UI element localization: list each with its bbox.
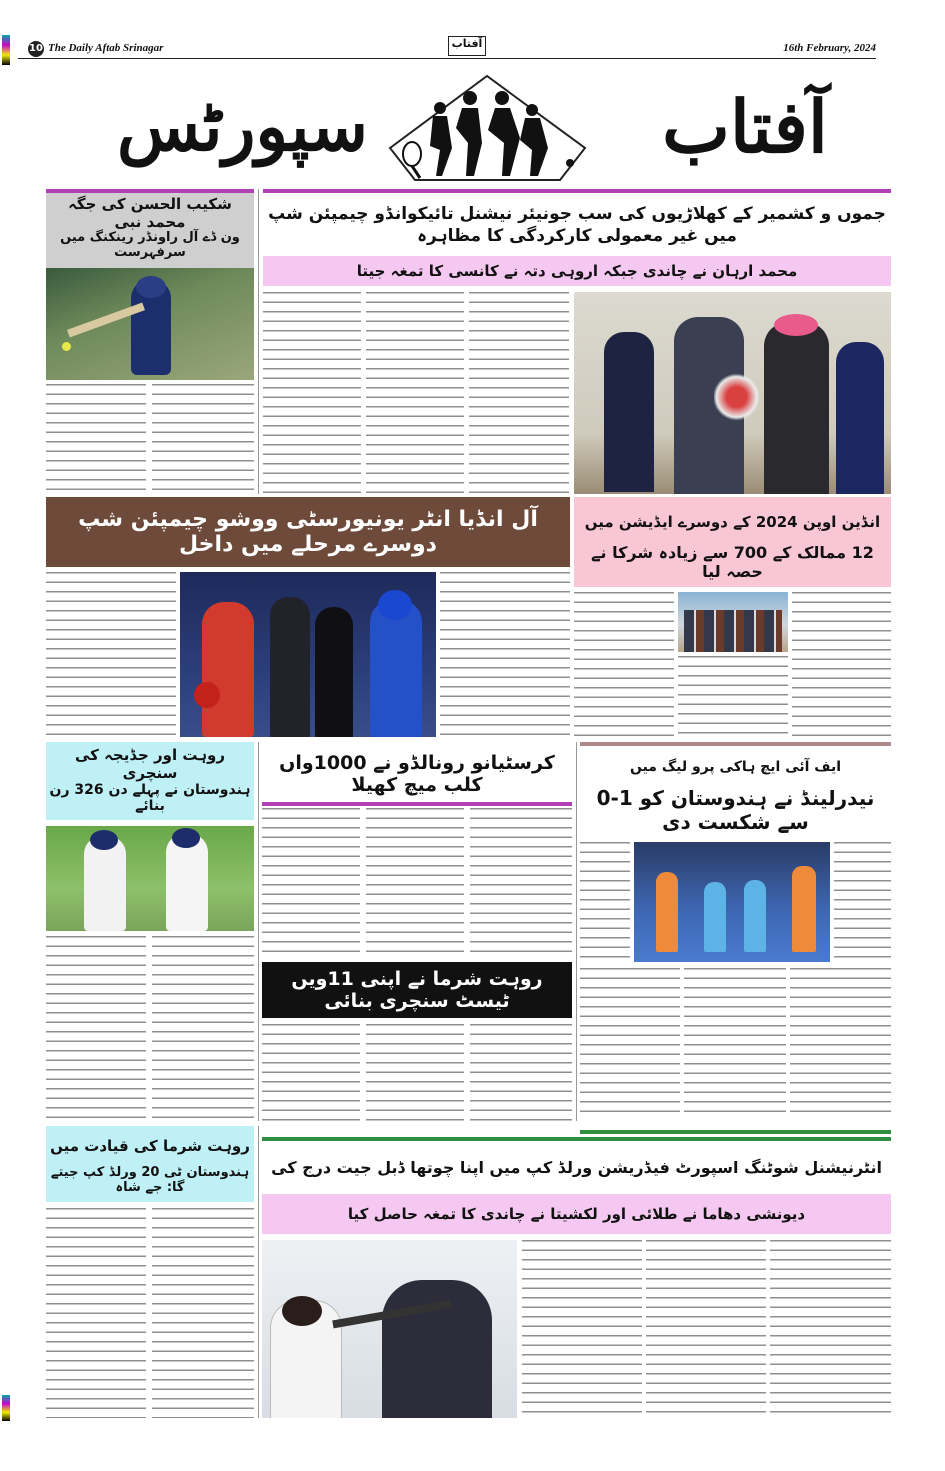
group-people [684, 610, 782, 652]
paper-name: The Daily Aftab Srinagar [48, 42, 164, 54]
shakib-headline-2: ون ڈے آل راونڈر رینکنگ میں سرفہرست [60, 230, 240, 260]
hockey-top-rule [580, 742, 891, 746]
page-header [18, 37, 876, 59]
indian-open-group-photo [678, 592, 788, 652]
shooting-headline-1: انٹرنیشنل شوٹنگ اسپورٹ فیڈریشن ورلڈ کپ میں اپنا چوتھا ڈبل جیت درج کی [271, 1157, 882, 1177]
shooting-headline-2: دیونشی دھاما نے طلائی اور لکشیتا نے چاندی کا تمغہ حاصل کیا [262, 1194, 891, 1234]
indian-open-col-2 [678, 656, 788, 737]
masthead-right-title: آفتاب [662, 84, 828, 169]
shooter-man [382, 1280, 492, 1418]
ronaldo-headline: کرسٹیانو رونالڈو نے 1000واں کلب میچ کھیلا [262, 746, 572, 806]
taekwondo-top-rule [263, 189, 891, 193]
player-orange-2 [792, 866, 816, 952]
top-logo: آفتاب [448, 36, 486, 56]
rohit-jadeja-headline-1: روہت اور جڈیجہ کی سنچری [75, 746, 225, 782]
official-1 [270, 597, 310, 737]
batsman-helmet [136, 276, 166, 298]
row3-divider-1 [258, 742, 259, 1121]
indian-open-headline-2: 12 ممالک کے 700 سے زیادہ شرکا نے حصہ لیا [591, 543, 874, 581]
rohit-century-headline: روہت شرما نے اپنی 11ویں ٹیسٹ سنچری بنائی [262, 962, 572, 1018]
t20-headline-box [46, 1126, 254, 1202]
indian-open-headline-1: انڈین اوپن 2024 کے دوسرے ایڈیشن میں [584, 513, 881, 531]
wushu-col-mid [440, 572, 570, 737]
rohit-jadeja-col-2 [152, 936, 254, 1121]
shakib-headline-1: شکیب الحسن کی جگہ محمد نبی [68, 195, 232, 231]
bouquet [714, 372, 759, 422]
t20-headline-1: روہت شرما کی قیادت میں [50, 1137, 250, 1155]
shooting-col-3 [770, 1240, 891, 1418]
player-blue-2 [744, 880, 766, 952]
man-turban [764, 322, 829, 494]
blue-headgear [378, 590, 412, 620]
indian-open-col-3 [792, 592, 891, 737]
hockey-col-4 [684, 968, 786, 1116]
hockey-col-1 [580, 842, 630, 962]
taekwondo-col-2 [366, 292, 464, 494]
shakib-headline-box [46, 189, 254, 269]
hockey-match-photo [634, 842, 830, 962]
hockey-bottom-rule [580, 1130, 891, 1134]
taekwondo-subhead: محمد ارہان نے چاندی جبکہ اروہی دتہ نے کانسی کا تمغہ جیتا [263, 256, 891, 286]
wushu-headline: آل انڈیا انٹر یونیورسٹی ووشو چیمپئن شپ دوسرے مرحلے میں داخل [46, 497, 570, 567]
t20-col-1 [46, 1208, 146, 1418]
shooting-top-rule [262, 1137, 891, 1141]
t20-headline-2: ہندوستان ٹی 20 ورلڈ کپ جیتے گا: جے شاہ [50, 1165, 250, 1195]
athlete-boy [604, 332, 654, 492]
red-glove [194, 682, 220, 708]
hockey-col-3 [580, 968, 680, 1116]
wushu-col-left [46, 572, 176, 737]
row3-divider-2 [576, 742, 577, 1121]
hockey-col-2 [834, 842, 891, 962]
rohit-jadeja-headline-box [46, 742, 254, 820]
shakib-body-right [152, 384, 254, 494]
red-fighter [202, 602, 254, 737]
batter-2 [166, 834, 208, 931]
helmet-2 [172, 828, 200, 848]
shooter-woman-hair [282, 1296, 322, 1326]
left-margin-marks [2, 35, 10, 65]
player-blue-1 [704, 882, 726, 952]
ronaldo-col-2 [366, 808, 464, 956]
shooting-col-1 [522, 1240, 642, 1418]
indian-open-col-1 [574, 592, 674, 737]
cricket-ball [62, 342, 71, 351]
rohit-jadeja-headline-2: ہندوستان نے پہلے دن 326 رن بنائے [49, 782, 251, 814]
rohit-century-col-3 [470, 1024, 572, 1121]
turban [774, 314, 818, 336]
masthead-left-title: سپورٹس [116, 87, 369, 167]
rohit-jadeja-col-1 [46, 936, 146, 1121]
rohit-century-col-2 [366, 1024, 464, 1121]
taekwondo-award-photo [574, 292, 891, 494]
wushu-boxing-photo [180, 572, 436, 737]
indian-open-headline-box [574, 497, 891, 587]
blue-fighter [370, 600, 422, 737]
athlete-girl [836, 342, 884, 494]
hockey-headline-2: نیدرلینڈ نے ہندوستان کو 1-0 سے شکست دی [596, 786, 875, 834]
shooting-col-2 [646, 1240, 766, 1418]
shakib-body-left [46, 384, 146, 494]
shakib-divider [258, 189, 259, 494]
issue-date: 16th February, 2024 [783, 42, 876, 54]
rohit-jadeja-photo [46, 826, 254, 931]
ronaldo-col-3 [470, 808, 572, 956]
rohit-century-col-1 [262, 1024, 360, 1121]
left-margin-marks-bottom [2, 1395, 10, 1421]
row4-divider [258, 1126, 259, 1418]
official-2 [315, 607, 353, 737]
masthead [115, 68, 885, 186]
taekwondo-col-1 [263, 292, 361, 494]
page-number: 10 [28, 41, 44, 57]
helmet-1 [90, 830, 118, 850]
taekwondo-headline: جموں و کشمیر کے کھلاڑیوں کی سب جونیئر نیشنل تائیکوانڈو چیمپئن شپ میں غیر معمولی کارکردگی کا مظاہرہ [268, 204, 886, 246]
shooting-photo [262, 1240, 517, 1418]
hockey-headline-1: ایف آئی ایچ ہاکی پرو لیگ میں [629, 759, 842, 775]
taekwondo-col-3 [469, 292, 569, 494]
t20-col-2 [152, 1208, 254, 1418]
nabi-cricket-photo [46, 268, 254, 380]
batter-1 [84, 836, 126, 931]
player-orange-1 [656, 872, 678, 952]
hockey-col-5 [790, 968, 891, 1116]
sports-figures-logo [370, 68, 605, 186]
ronaldo-col-1 [262, 808, 360, 956]
